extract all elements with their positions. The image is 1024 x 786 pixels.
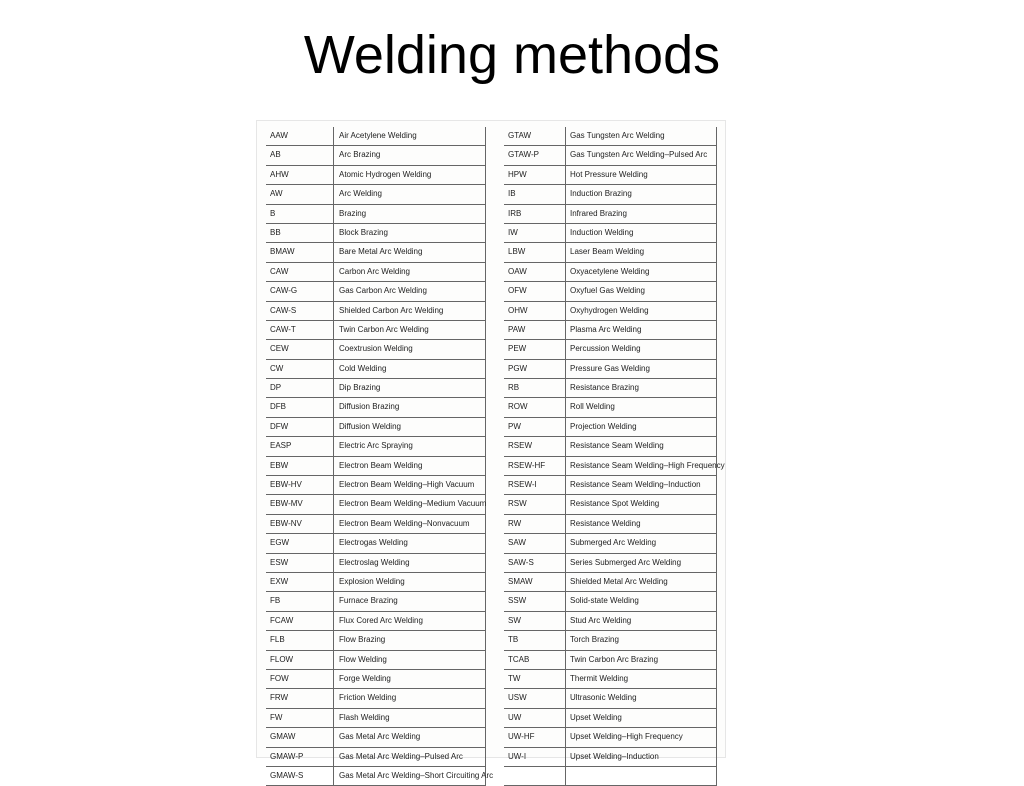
- table-row: [266, 263, 486, 282]
- abbreviation-cell: DFW: [270, 421, 289, 431]
- abbreviation-cell: EBW-MV: [270, 499, 303, 509]
- table-row: [504, 263, 717, 282]
- abbreviations-table-left: [266, 127, 494, 786]
- abbreviation-cell: RSEW-HF: [508, 460, 546, 470]
- abbreviation-cell: DP: [270, 383, 282, 393]
- abbreviation-cell: RSEW-I: [508, 480, 537, 490]
- abbreviation-cell: CEW: [270, 344, 289, 354]
- method-name-cell: Flash Welding: [339, 712, 390, 722]
- table-row: [504, 631, 717, 650]
- method-name-cell: Induction Welding: [570, 227, 634, 237]
- method-name-cell: Oxyfuel Gas Welding: [570, 286, 645, 296]
- table-row: [266, 554, 486, 573]
- abbreviation-cell: SMAW: [508, 576, 533, 586]
- abbreviation-cell: IW: [508, 227, 518, 237]
- table-row: [504, 476, 717, 495]
- table-row: [504, 185, 717, 204]
- method-name-cell: Dip Brazing: [339, 383, 381, 393]
- abbreviation-cell: TB: [508, 635, 519, 645]
- abbreviation-cell: PW: [508, 421, 521, 431]
- method-name-cell: Diffusion Welding: [339, 421, 401, 431]
- table-row: [266, 243, 486, 262]
- method-name-cell: Furnace Brazing: [339, 596, 398, 606]
- method-name-cell: Flow Welding: [339, 654, 387, 664]
- table-row: [266, 689, 486, 708]
- abbreviation-cell: AHW: [270, 169, 289, 179]
- table-row: [504, 554, 717, 573]
- table-row: [266, 476, 486, 495]
- method-name-cell: Upset Welding: [570, 712, 622, 722]
- abbreviation-cell: EGW: [270, 538, 290, 548]
- abbreviation-cell: ESW: [270, 557, 289, 567]
- table-row: [266, 709, 486, 728]
- abbreviation-cell: DFB: [270, 402, 286, 412]
- abbreviation-cell: AAW: [270, 131, 288, 140]
- table-row: [266, 592, 486, 611]
- abbreviation-cell: SAW-S: [508, 557, 534, 567]
- table-row: [504, 495, 717, 514]
- table-row: [504, 321, 717, 340]
- method-name-cell: Electric Arc Spraying: [339, 441, 413, 451]
- table-row: [504, 670, 717, 689]
- method-name-cell: Gas Tungsten Arc Welding: [570, 131, 665, 140]
- table-row: [504, 709, 717, 728]
- method-name-cell: Atomic Hydrogen Welding: [339, 169, 432, 179]
- abbreviation-cell: CAW-T: [270, 324, 296, 334]
- abbreviation-cell: OFW: [508, 286, 527, 296]
- table-row: [266, 534, 486, 553]
- method-name-cell: Gas Metal Arc Welding–Short Circuiting Arc: [339, 770, 494, 780]
- method-name-cell: Twin Carbon Arc Welding: [339, 324, 429, 334]
- abbreviation-cell: ROW: [508, 402, 528, 412]
- method-name-cell: Arc Brazing: [339, 150, 381, 160]
- method-name-cell: Carbon Arc Welding: [339, 266, 410, 276]
- method-name-cell: Twin Carbon Arc Brazing: [570, 654, 659, 664]
- abbreviation-cell: AW: [270, 189, 283, 199]
- table-row: [266, 495, 486, 514]
- abbreviation-cell: OAW: [508, 266, 527, 276]
- table-row: [266, 612, 486, 631]
- abbreviation-cell: FOW: [270, 673, 289, 683]
- method-name-cell: Submerged Arc Welding: [570, 538, 657, 548]
- method-name-cell: Block Brazing: [339, 227, 388, 237]
- table-row: [504, 340, 717, 359]
- table-row: [266, 748, 486, 767]
- method-name-cell: Projection Welding: [570, 421, 637, 431]
- abbreviation-cell: CAW-G: [270, 286, 298, 296]
- method-name-cell: Resistance Welding: [570, 518, 641, 528]
- method-name-cell: Flow Brazing: [339, 635, 386, 645]
- table-row: [504, 689, 717, 708]
- table-row: [504, 205, 717, 224]
- method-name-cell: Diffusion Brazing: [339, 402, 400, 412]
- table-row: [266, 437, 486, 456]
- abbreviation-cell: GTAW: [508, 131, 532, 140]
- abbreviation-cell: FLOW: [270, 654, 294, 664]
- abbreviation-cell: FW: [270, 712, 283, 722]
- abbreviation-cell: CAW: [270, 266, 289, 276]
- method-name-cell: Gas Metal Arc Welding: [339, 732, 421, 742]
- abbreviation-cell: EASP: [270, 441, 292, 451]
- abbreviation-cell: RW: [508, 518, 522, 528]
- abbreviation-cell: RSEW: [508, 441, 532, 451]
- table-row: [266, 146, 486, 165]
- method-name-cell: Explosion Welding: [339, 576, 405, 586]
- abbreviation-cell: GTAW-P: [508, 150, 539, 160]
- method-name-cell: Plasma Arc Welding: [570, 324, 642, 334]
- abbreviation-cell: GMAW-S: [270, 770, 304, 780]
- method-name-cell: Resistance Seam Welding–Induction: [570, 480, 701, 490]
- table-row: [266, 166, 486, 185]
- table-row: [504, 282, 717, 301]
- abbreviation-cell: FB: [270, 596, 281, 606]
- table-row: [266, 515, 486, 534]
- table-row: [504, 166, 717, 185]
- slide-title: Welding methods: [303, 25, 721, 85]
- abbreviation-cell: UW-I: [508, 751, 527, 761]
- method-name-cell: Resistance Seam Welding: [570, 441, 664, 451]
- abbreviation-cell: OHW: [508, 305, 528, 315]
- method-name-cell: Electron Beam Welding–High Vacuum: [339, 480, 475, 490]
- table-row: [266, 651, 486, 670]
- table-row: [504, 457, 725, 476]
- method-name-cell: Flux Cored Arc Welding: [339, 615, 423, 625]
- abbreviation-cell: LBW: [508, 247, 526, 257]
- abbreviation-cell: PGW: [508, 363, 528, 373]
- abbreviation-cell: RB: [508, 383, 520, 393]
- abbreviation-cell: EBW-HV: [270, 480, 302, 490]
- table-row: [266, 398, 486, 417]
- abbreviation-cell: EXW: [270, 576, 289, 586]
- method-name-cell: Arc Welding: [339, 189, 382, 199]
- table-row: [504, 127, 717, 146]
- method-name-cell: Series Submerged Arc Welding: [570, 557, 682, 567]
- table-row: [266, 321, 486, 340]
- table-row: [504, 437, 717, 456]
- table-row: [266, 728, 486, 747]
- abbreviation-cell: RSW: [508, 499, 527, 509]
- method-name-cell: Solid-state Welding: [570, 596, 639, 606]
- table-row: [266, 224, 486, 243]
- method-name-cell: Oxyacetylene Welding: [570, 266, 650, 276]
- abbreviations-table-right: [504, 127, 725, 786]
- table-row: [504, 243, 717, 262]
- method-name-cell: Electron Beam Welding–Nonvacuum: [339, 518, 470, 528]
- table-row: [266, 631, 486, 650]
- abbreviation-cell: UW-HF: [508, 732, 535, 742]
- table-row: [266, 360, 486, 379]
- method-name-cell: Upset Welding–Induction: [570, 751, 659, 761]
- table-row: [504, 592, 717, 611]
- table-row: [266, 457, 486, 476]
- method-name-cell: Electroslag Welding: [339, 557, 410, 567]
- method-name-cell: Thermit Welding: [570, 673, 629, 683]
- abbreviation-cell: SSW: [508, 596, 527, 606]
- method-name-cell: Oxyhydrogen Welding: [570, 305, 649, 315]
- method-name-cell: Ultrasonic Welding: [570, 693, 637, 703]
- abbreviation-cell: BMAW: [270, 247, 295, 257]
- abbreviation-cell: SAW: [508, 538, 526, 548]
- table-row: [504, 651, 717, 670]
- abbreviation-cell: AB: [270, 150, 281, 160]
- table-row: [504, 767, 717, 786]
- method-name-cell: Bare Metal Arc Welding: [339, 247, 423, 257]
- method-name-cell: Gas Carbon Arc Welding: [339, 286, 427, 296]
- abbreviation-cell: BB: [270, 227, 281, 237]
- abbreviation-cell: FRW: [270, 693, 289, 703]
- table-row: [266, 185, 486, 204]
- abbreviation-cell: EBW-NV: [270, 518, 302, 528]
- method-name-cell: Brazing: [339, 208, 367, 218]
- abbreviation-cell: GMAW: [270, 732, 296, 742]
- method-name-cell: Electron Beam Welding–Medium Vacuum: [339, 499, 487, 509]
- table-row: [504, 728, 717, 747]
- method-name-cell: Resistance Brazing: [570, 383, 639, 393]
- method-name-cell: Hot Pressure Welding: [570, 169, 648, 179]
- method-name-cell: Percussion Welding: [570, 344, 641, 354]
- table-row: [504, 302, 717, 321]
- method-name-cell: Pressure Gas Welding: [570, 363, 650, 373]
- table-row: [266, 302, 486, 321]
- abbreviation-cell: EBW: [270, 460, 289, 470]
- table-row: [504, 748, 717, 767]
- method-name-cell: Infrared Brazing: [570, 208, 627, 218]
- abbreviation-cell: UW: [508, 712, 522, 722]
- method-name-cell: Shielded Metal Arc Welding: [570, 576, 668, 586]
- abbreviation-cell: CW: [270, 363, 284, 373]
- method-name-cell: Induction Brazing: [570, 189, 632, 199]
- table-row: [266, 670, 486, 689]
- table-row: [504, 612, 717, 631]
- abbreviation-cell: TW: [508, 673, 521, 683]
- table-row: [266, 282, 486, 301]
- method-name-cell: Coextrusion Welding: [339, 344, 413, 354]
- abbreviation-cell: GMAW-P: [270, 751, 304, 761]
- table-row: [504, 573, 717, 592]
- table-row: [266, 767, 494, 786]
- method-name-cell: Forge Welding: [339, 673, 391, 683]
- abbreviation-cell: IRB: [508, 208, 522, 218]
- table-row: [266, 573, 486, 592]
- abbreviation-cell: SW: [508, 615, 521, 625]
- method-name-cell: Electrogas Welding: [339, 538, 408, 548]
- table-row: [504, 534, 717, 553]
- method-name-cell: Resistance Seam Welding–High Frequency: [570, 460, 725, 470]
- abbreviation-cell: FLB: [270, 635, 285, 645]
- table-row: [504, 360, 717, 379]
- method-name-cell: Air Acetylene Welding: [339, 131, 417, 140]
- method-name-cell: Gas Tungsten Arc Welding–Pulsed Arc: [570, 150, 708, 160]
- abbreviation-cell: USW: [508, 693, 527, 703]
- table-row: [504, 379, 717, 398]
- method-name-cell: Stud Arc Welding: [570, 615, 632, 625]
- method-name-cell: Shielded Carbon Arc Welding: [339, 305, 444, 315]
- table-row: [266, 205, 486, 224]
- table-row: [504, 418, 717, 437]
- abbreviation-cell: CAW-S: [270, 305, 297, 315]
- abbreviation-cell: PEW: [508, 344, 527, 354]
- method-name-cell: Upset Welding–High Frequency: [570, 732, 683, 742]
- table-row: [266, 127, 486, 146]
- table-row: [266, 418, 486, 437]
- method-name-cell: Gas Metal Arc Welding–Pulsed Arc: [339, 751, 463, 761]
- method-name-cell: Torch Brazing: [570, 635, 619, 645]
- table-row: [504, 146, 717, 165]
- table-row: [504, 398, 717, 417]
- table-row: [266, 340, 486, 359]
- method-name-cell: Roll Welding: [570, 402, 615, 412]
- method-name-cell: Laser Beam Welding: [570, 247, 645, 257]
- abbreviation-cell: TCAB: [508, 654, 530, 664]
- table-row: [266, 379, 486, 398]
- abbreviation-cell: IB: [508, 189, 516, 199]
- table-row: [504, 224, 717, 243]
- method-name-cell: Resistance Spot Welding: [570, 499, 660, 509]
- abbreviation-cell: PAW: [508, 324, 526, 334]
- abbreviation-cell: B: [270, 208, 276, 218]
- abbreviation-cell: HPW: [508, 169, 527, 179]
- method-name-cell: Cold Welding: [339, 363, 387, 373]
- table-row: [504, 515, 717, 534]
- method-name-cell: Friction Welding: [339, 693, 397, 703]
- method-name-cell: Electron Beam Welding: [339, 460, 423, 470]
- abbreviation-cell: FCAW: [270, 615, 294, 625]
